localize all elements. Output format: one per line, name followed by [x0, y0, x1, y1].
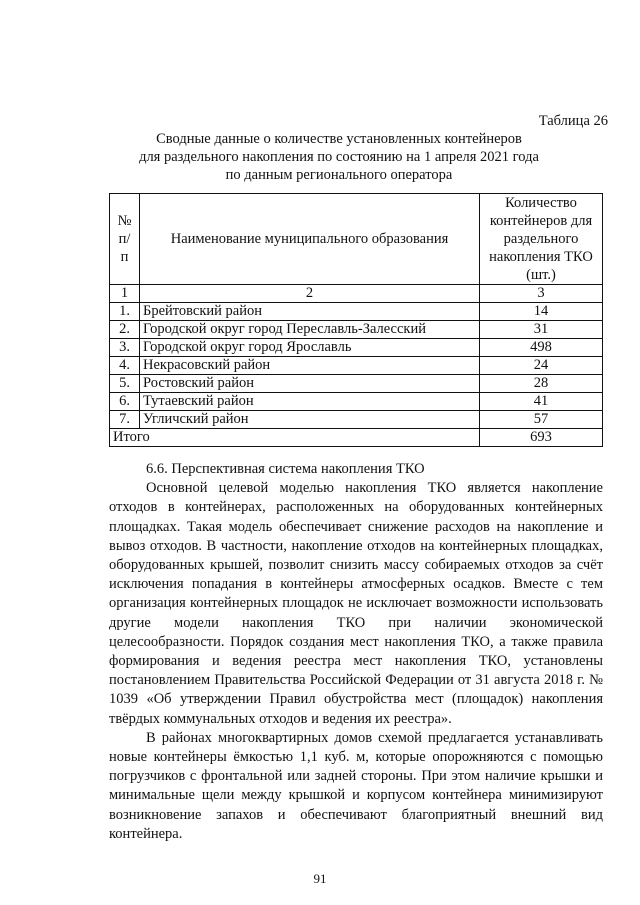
header-quantity: Количество контейнеров для раздельного накопления ТКО (шт.) — [480, 194, 603, 285]
row-municipality: Угличский район — [140, 411, 480, 429]
table-row — [110, 303, 603, 321]
table-title-line: для раздельного накопления по состоянию на 1 апреля 2021 года — [139, 149, 539, 165]
table-row — [110, 411, 603, 429]
row-quantity: 31 — [480, 321, 603, 339]
row-number: 1. — [110, 303, 140, 321]
body-text — [109, 460, 603, 844]
row-quantity: 57 — [480, 411, 603, 429]
table-row — [110, 339, 603, 357]
row-number: 5. — [110, 375, 140, 393]
header-municipality: Наименование муниципального образования — [140, 194, 480, 285]
total-quantity: 693 — [480, 429, 603, 447]
index-cell: 2 — [140, 285, 480, 303]
row-municipality: Некрасовский район — [140, 357, 480, 375]
row-municipality: Городской округ город Переславль-Залесский — [140, 321, 480, 339]
table-header-row — [110, 194, 603, 285]
row-municipality: Городской округ город Ярославль — [140, 339, 480, 357]
row-municipality: Ростовский район — [140, 375, 480, 393]
paragraph: Основной целевой моделью накопления ТКО является накопление отходов в контейнерах, расположенных на оборудованных контейнерных площадках. Такая модель обеспечивает снижение расходов на накопление и вывоз отходов. В частности, накопление отходов на контейнерных площадках, оборудованных крышей, позволит снизить массу собираемых отходов за счёт исключения попадания в контейнеры атмосферных осадков. Вместе с тем организация контейнерных площадок не исключает возможности использовать другие модели накопления ТКО при наличии экономической целесообразности. Порядок создания мест накопления ТКО, а также правила формирования и ведения реестра мест накопления ТКО, установлены постановлением Правительства Российской Федерации от 31 августа 2018 г. № 1039 «Об утверждении Правил обустройства мест (площадок) накопления твёрдых коммунальных отходов и ведения их реестра». — [109, 480, 603, 727]
table-label: Таблица 26 — [538, 113, 608, 129]
row-number: 4. — [110, 357, 140, 375]
table-row — [110, 321, 603, 339]
row-quantity: 28 — [480, 375, 603, 393]
row-number: 6. — [110, 393, 140, 411]
table-total-row — [110, 429, 603, 447]
table-row — [110, 375, 603, 393]
row-municipality: Брейтовский район — [140, 303, 480, 321]
table-title-line: Сводные данные о количестве установленных контейнеров — [156, 131, 522, 147]
row-number: 2. — [110, 321, 140, 339]
row-municipality: Тутаевский район — [140, 393, 480, 411]
page-number: 91 — [313, 871, 327, 886]
row-quantity: 24 — [480, 357, 603, 375]
row-quantity: 14 — [480, 303, 603, 321]
row-quantity: 498 — [480, 339, 603, 357]
index-cell: 1 — [110, 285, 140, 303]
row-number: 3. — [110, 339, 140, 357]
table-title-line: по данным регионального оператора — [225, 167, 453, 183]
section-heading: 6.6. Перспективная система накопления ТКО — [146, 461, 425, 477]
table-row — [110, 393, 603, 411]
table-title — [130, 130, 548, 184]
row-quantity: 41 — [480, 393, 603, 411]
row-number: 7. — [110, 411, 140, 429]
total-label: Итого — [110, 429, 480, 447]
index-cell: 3 — [480, 285, 603, 303]
table-index-row — [110, 285, 603, 303]
paragraph: В районах многоквартирных домов схемой предлагается устанавливать новые контейнеры ёмкостью 1,1 куб. м, которые опорожняются с помощью погрузчиков с фронтальной или задней стороны. При этом наличие крышки и минимальные щели между крышкой и корпусом контейнера минимизируют возникновение запахов и обеспечивают благоприятный внешний вид контейнера. — [109, 729, 603, 842]
containers-table — [109, 193, 603, 447]
table-row — [110, 357, 603, 375]
header-number: № п/ п — [110, 194, 140, 285]
